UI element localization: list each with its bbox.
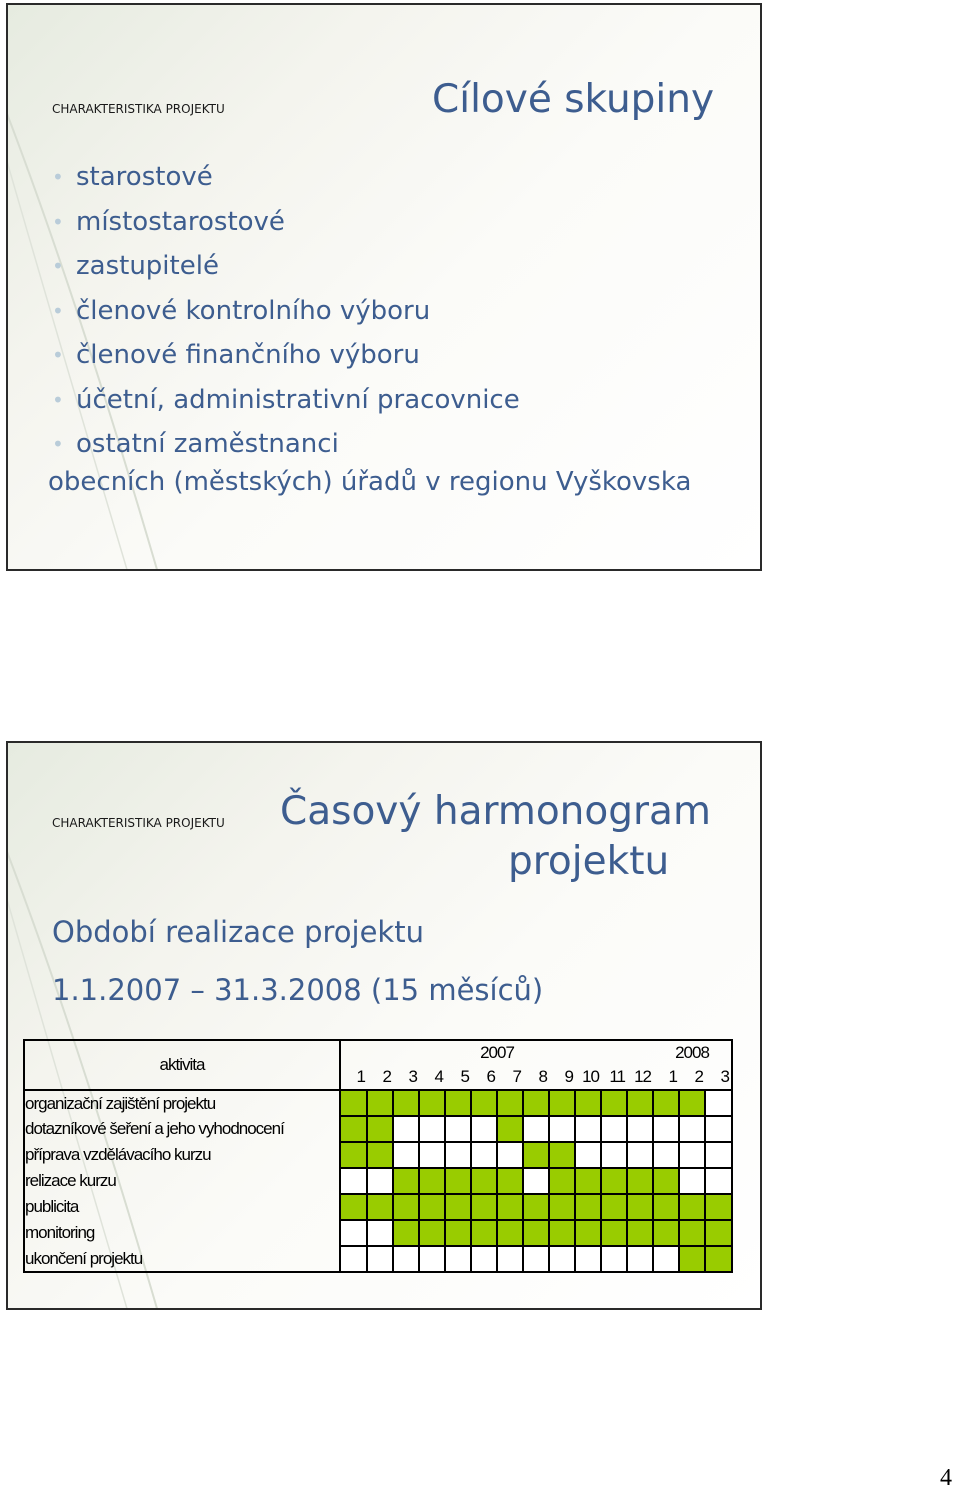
schedule-cell bbox=[653, 1246, 679, 1272]
schedule-cell bbox=[393, 1116, 419, 1142]
schedule-cell bbox=[575, 1246, 601, 1272]
month-header: 5 bbox=[445, 1065, 471, 1090]
schedule-cell-active bbox=[653, 1220, 679, 1246]
schedule-cell-active bbox=[419, 1220, 445, 1246]
schedule-cell-active bbox=[523, 1194, 549, 1220]
schedule-cell-active bbox=[445, 1090, 471, 1116]
schedule-cell-active bbox=[497, 1194, 523, 1220]
schedule-cell-active bbox=[445, 1194, 471, 1220]
slide-footer-text: obecních (městských) úřadů v regionu Vyškovska bbox=[48, 467, 692, 497]
schedule-cell-active bbox=[523, 1142, 549, 1168]
schedule-cell bbox=[627, 1246, 653, 1272]
schedule-cell-active bbox=[627, 1220, 653, 1246]
month-header: 9 bbox=[549, 1065, 575, 1090]
schedule-cell-active bbox=[523, 1220, 549, 1246]
month-header: 10 bbox=[575, 1065, 601, 1090]
slide-title-line2: projektu bbox=[508, 839, 670, 884]
schedule-cell bbox=[705, 1090, 732, 1116]
schedule-cell-active bbox=[627, 1168, 653, 1194]
list-item: • místostarostové bbox=[52, 200, 520, 245]
schedule-cell-active bbox=[653, 1168, 679, 1194]
table-row bbox=[24, 1142, 732, 1168]
schedule-cell-active bbox=[419, 1194, 445, 1220]
month-header: 6 bbox=[471, 1065, 497, 1090]
schedule-cell bbox=[471, 1246, 497, 1272]
schedule-cell bbox=[705, 1116, 732, 1142]
list-item: • ostatní zaměstnanci bbox=[52, 422, 520, 467]
schedule-cell-active bbox=[549, 1090, 575, 1116]
schedule-cell-active bbox=[549, 1220, 575, 1246]
schedule-cell-active bbox=[471, 1220, 497, 1246]
month-header: 1 bbox=[653, 1065, 679, 1090]
schedule-cell bbox=[367, 1220, 393, 1246]
schedule-cell-active bbox=[705, 1246, 732, 1272]
month-header: 2 bbox=[367, 1065, 393, 1090]
month-header: 1 bbox=[340, 1065, 367, 1090]
schedule-cell-active bbox=[705, 1194, 732, 1220]
schedule-cell-active bbox=[471, 1168, 497, 1194]
slide-title-line1: Časový harmonogram bbox=[280, 789, 711, 834]
schedule-cell-active bbox=[601, 1220, 627, 1246]
schedule-cell-active bbox=[679, 1194, 705, 1220]
month-header: 7 bbox=[497, 1065, 523, 1090]
schedule-cell-active bbox=[471, 1194, 497, 1220]
schedule-cell bbox=[367, 1168, 393, 1194]
schedule-cell bbox=[679, 1142, 705, 1168]
schedule-cell bbox=[601, 1116, 627, 1142]
month-header: 3 bbox=[393, 1065, 419, 1090]
table-header-row bbox=[24, 1040, 732, 1065]
schedule-cell-active bbox=[575, 1220, 601, 1246]
list-item: • starostové bbox=[52, 155, 520, 200]
schedule-cell bbox=[627, 1116, 653, 1142]
schedule-cell bbox=[549, 1116, 575, 1142]
month-header: 12 bbox=[627, 1065, 653, 1090]
schedule-cell bbox=[471, 1116, 497, 1142]
table-row bbox=[24, 1090, 732, 1116]
schedule-cell bbox=[497, 1246, 523, 1272]
schedule-cell-active bbox=[627, 1090, 653, 1116]
schedule-cell-active bbox=[497, 1220, 523, 1246]
month-header: 4 bbox=[419, 1065, 445, 1090]
table-row bbox=[24, 1220, 732, 1246]
schedule-cell bbox=[340, 1168, 367, 1194]
table-row bbox=[24, 1116, 732, 1142]
gantt-table bbox=[23, 1039, 733, 1273]
table-row bbox=[24, 1246, 732, 1272]
schedule-cell bbox=[393, 1142, 419, 1168]
target-group-list bbox=[52, 155, 520, 467]
activity-label: příprava vzdělávacího kurzu bbox=[24, 1142, 340, 1168]
schedule-cell bbox=[419, 1142, 445, 1168]
schedule-cell bbox=[367, 1246, 393, 1272]
schedule-cell-active bbox=[340, 1142, 367, 1168]
schedule-cell bbox=[445, 1116, 471, 1142]
schedule-cell bbox=[523, 1246, 549, 1272]
table-row bbox=[24, 1194, 732, 1220]
schedule-cell-active bbox=[549, 1194, 575, 1220]
activity-header: aktivita bbox=[24, 1040, 340, 1090]
schedule-cell bbox=[419, 1246, 445, 1272]
schedule-cell bbox=[419, 1116, 445, 1142]
schedule-cell-active bbox=[705, 1220, 732, 1246]
schedule-cell-active bbox=[419, 1168, 445, 1194]
schedule-cell-active bbox=[393, 1220, 419, 1246]
schedule-cell-active bbox=[497, 1168, 523, 1194]
schedule-cell bbox=[523, 1116, 549, 1142]
list-item: • zastupitelé bbox=[52, 244, 520, 289]
schedule-cell-active bbox=[367, 1142, 393, 1168]
list-item: • členové kontrolního výboru bbox=[52, 289, 520, 334]
schedule-cell-active bbox=[393, 1090, 419, 1116]
schedule-cell bbox=[471, 1142, 497, 1168]
schedule-cell-active bbox=[653, 1090, 679, 1116]
month-header: 3 bbox=[705, 1065, 732, 1090]
schedule-cell-active bbox=[549, 1142, 575, 1168]
schedule-cell-active bbox=[340, 1194, 367, 1220]
schedule-cell-active bbox=[340, 1116, 367, 1142]
slide-kicker: CHARAKTERISTIKA PROJEKTU bbox=[52, 102, 225, 116]
activity-label: ukončení projektu bbox=[24, 1246, 340, 1272]
schedule-cell-active bbox=[679, 1090, 705, 1116]
slide-schedule bbox=[6, 741, 762, 1310]
schedule-cell bbox=[575, 1142, 601, 1168]
activity-label: dotazníkové šeření a jeho vyhodnocení bbox=[24, 1116, 340, 1142]
activity-label: relizace kurzu bbox=[24, 1168, 340, 1194]
activity-label: organizační zajištění projektu bbox=[24, 1090, 340, 1116]
schedule-cell bbox=[705, 1142, 732, 1168]
slide-title: Cílové skupiny bbox=[432, 77, 715, 122]
schedule-cell-active bbox=[367, 1116, 393, 1142]
schedule-cell bbox=[653, 1142, 679, 1168]
schedule-cell-active bbox=[523, 1090, 549, 1116]
schedule-cell-active bbox=[601, 1090, 627, 1116]
schedule-cell bbox=[393, 1246, 419, 1272]
schedule-cell bbox=[523, 1168, 549, 1194]
schedule-cell-active bbox=[393, 1194, 419, 1220]
schedule-cell-active bbox=[497, 1116, 523, 1142]
schedule-cell bbox=[575, 1116, 601, 1142]
schedule-cell-active bbox=[393, 1168, 419, 1194]
year-header-2007: 2007 bbox=[340, 1040, 653, 1065]
schedule-cell-active bbox=[627, 1194, 653, 1220]
period-value: 1.1.2007 – 31.3.2008 (15 měsíců) bbox=[52, 973, 544, 1007]
schedule-cell bbox=[705, 1168, 732, 1194]
page-number: 4 bbox=[940, 1465, 952, 1491]
slide-target-groups bbox=[6, 3, 762, 571]
schedule-cell bbox=[340, 1220, 367, 1246]
schedule-cell-active bbox=[497, 1090, 523, 1116]
activity-label: publicita bbox=[24, 1194, 340, 1220]
schedule-cell-active bbox=[653, 1194, 679, 1220]
schedule-cell bbox=[627, 1142, 653, 1168]
schedule-cell-active bbox=[575, 1090, 601, 1116]
schedule-cell-active bbox=[340, 1090, 367, 1116]
month-header: 2 bbox=[679, 1065, 705, 1090]
schedule-cell-active bbox=[471, 1090, 497, 1116]
schedule-cell-active bbox=[445, 1168, 471, 1194]
schedule-cell-active bbox=[601, 1194, 627, 1220]
schedule-cell bbox=[445, 1142, 471, 1168]
schedule-cell bbox=[601, 1142, 627, 1168]
table-row bbox=[24, 1168, 732, 1194]
activity-label: monitoring bbox=[24, 1220, 340, 1246]
schedule-cell-active bbox=[679, 1246, 705, 1272]
month-header: 11 bbox=[601, 1065, 627, 1090]
schedule-cell-active bbox=[679, 1220, 705, 1246]
schedule-cell bbox=[497, 1142, 523, 1168]
schedule-cell-active bbox=[601, 1168, 627, 1194]
schedule-cell-active bbox=[549, 1168, 575, 1194]
schedule-cell bbox=[601, 1246, 627, 1272]
slide-kicker: CHARAKTERISTIKA PROJEKTU bbox=[52, 816, 225, 830]
schedule-cell-active bbox=[367, 1194, 393, 1220]
schedule-cell-active bbox=[367, 1090, 393, 1116]
month-header: 8 bbox=[523, 1065, 549, 1090]
schedule-cell bbox=[679, 1168, 705, 1194]
schedule-cell-active bbox=[445, 1220, 471, 1246]
list-item: • členové finančního výboru bbox=[52, 333, 520, 378]
schedule-cell bbox=[549, 1246, 575, 1272]
list-item: • účetní, administrativní pracovnice bbox=[52, 378, 520, 423]
schedule-cell-active bbox=[575, 1194, 601, 1220]
schedule-cell-active bbox=[419, 1090, 445, 1116]
schedule-cell bbox=[653, 1116, 679, 1142]
year-header-2008: 2008 bbox=[653, 1040, 732, 1065]
schedule-cell bbox=[679, 1116, 705, 1142]
schedule-cell bbox=[445, 1246, 471, 1272]
schedule-cell-active bbox=[575, 1168, 601, 1194]
schedule-cell bbox=[340, 1246, 367, 1272]
period-label: Období realizace projektu bbox=[52, 915, 424, 949]
